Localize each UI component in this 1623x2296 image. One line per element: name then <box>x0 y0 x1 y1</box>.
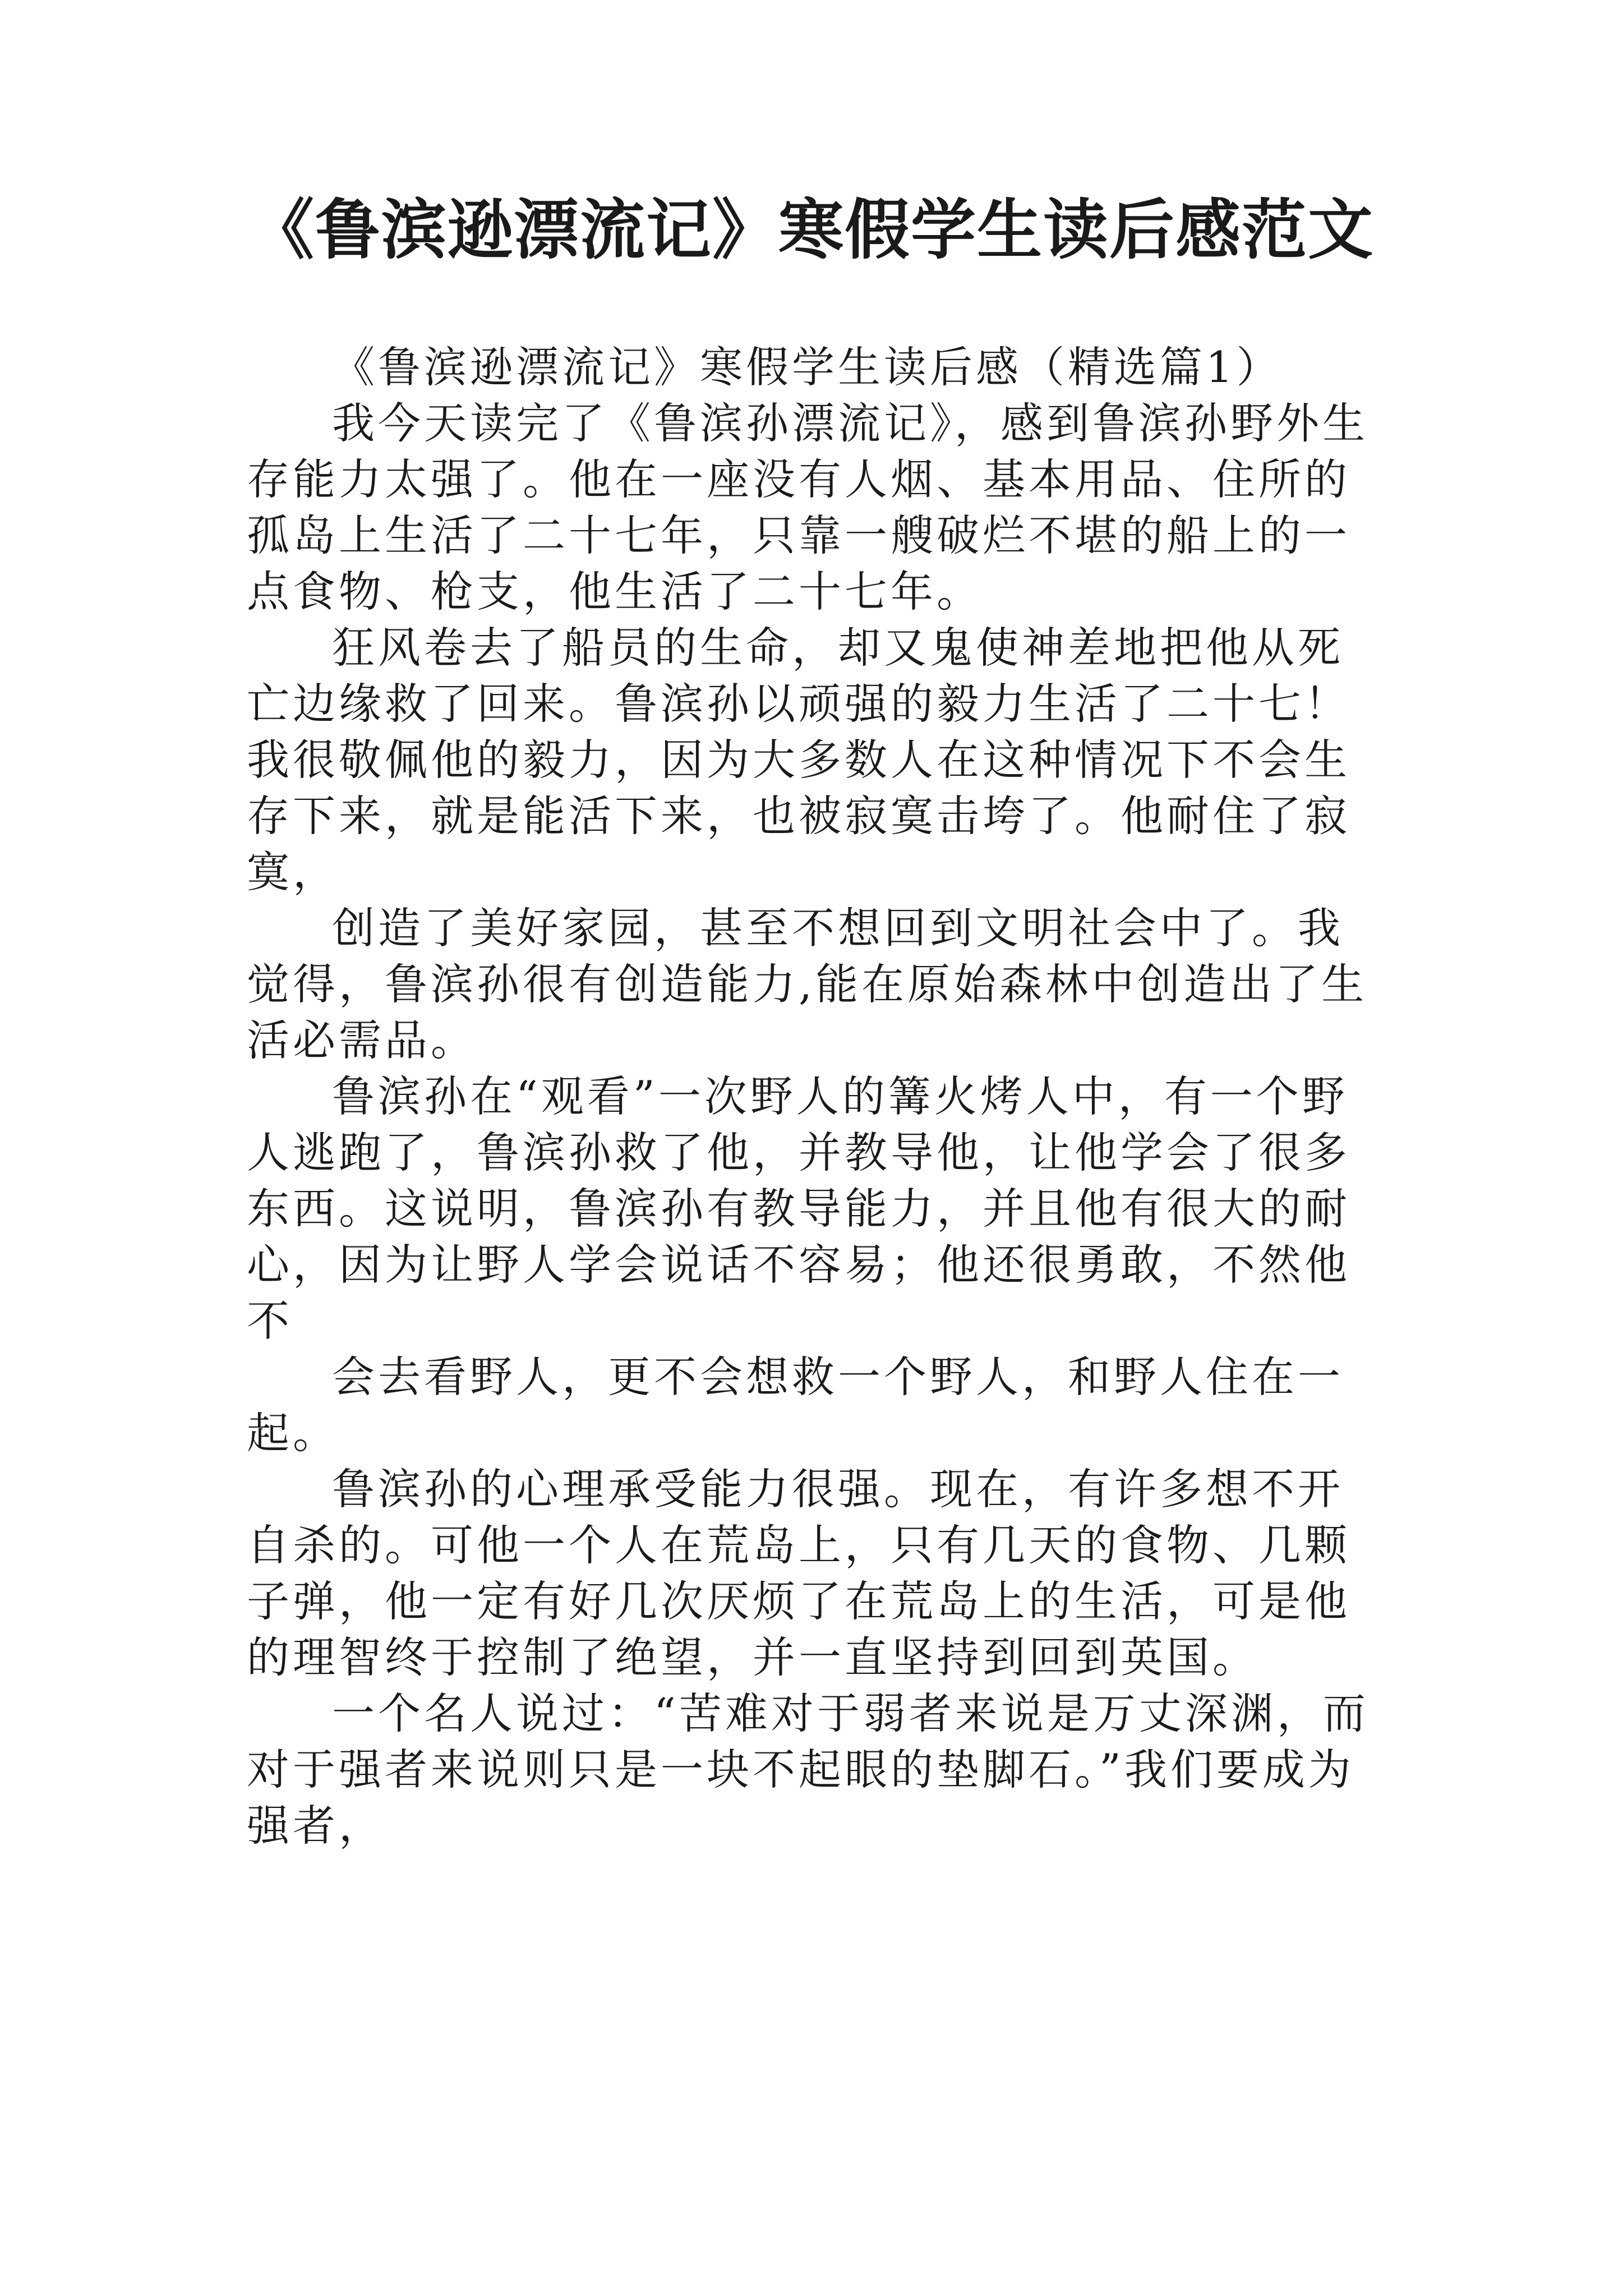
paragraph-2: 狂风卷去了船员的生命，却又鬼使神差地把他从死亡边缘救了回来。鲁滨孙以顽强的毅力生活了二十七！我很敬佩他的毅力，因为大多数人在这种情况下不会生存下来，就是能活下来，也被寂寞击垮了。他耐住了寂寞， <box>247 623 1350 897</box>
page-title: 《鲁滨逊漂流记》寒假学生读后感范文 <box>249 192 1374 268</box>
paragraph-6: 鲁滨孙的心理承受能力很强。现在，有许多想不开自杀的。可他一个人在荒岛上，只有几天的食物、几颗子弹，他一定有好几次厌烦了在荒岛上的生活，可是他的理智终于控制了绝望，并一直坚持到回到英国。 <box>247 1464 1350 1682</box>
paragraph-1: 我今天读完了《鲁滨孙漂流记》，感到鲁滨孙野外生存能力太强了。他在一座没有人烟、基本用品、住所的孤岛上生活了二十七年，只靠一艘破烂不堪的船上的一点食物、枪支，他生活了二十七年。 <box>247 398 1368 616</box>
document-body <box>247 339 1385 1854</box>
section-heading: 《鲁滨逊漂流记》寒假学生读后感（精选篇1） <box>332 342 1283 392</box>
paragraph-5: 会去看野人，更不会想救一个野人，和野人住在一起。 <box>247 1352 1344 1458</box>
paragraph-7: 一个名人说过：“苦难对于弱者来说是万丈深渊，而对于强者来说则只是一块不起眼的垫脚石。”我们要成为强者， <box>247 1688 1369 1851</box>
paragraph-3: 创造了美好家园，甚至不想回到文明社会中了。我觉得，鲁滨孙很有创造能力,能在原始森林中创造出了生活必需品。 <box>247 903 1368 1065</box>
paragraph-4: 鲁滨孙在“观看”一次野人的篝火烤人中，有一个野人逃跑了，鲁滨孙救了他，并教导他，让他学会了很多东西。这说明，鲁滨孙有教导能力，并且他有很大的耐心，因为让野人学会说话不容易；他还很勇敢，不然他不 <box>247 1071 1350 1346</box>
